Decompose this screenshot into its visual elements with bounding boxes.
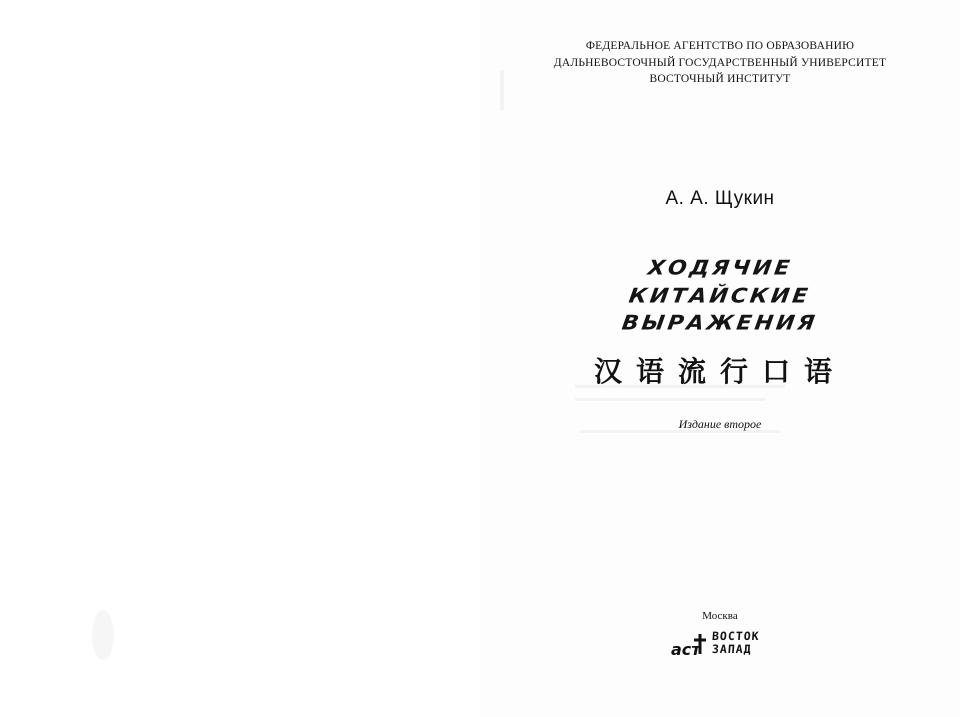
title-line-2 [480, 284, 960, 309]
bleed-through-mark [575, 398, 765, 401]
ast-publisher-logo [670, 632, 710, 660]
header-institute: ВОСТОЧНЫЙ ИНСТИТУТ [649, 73, 791, 85]
title-line-2-text: КИТАЙСКИЕ [627, 285, 813, 308]
title-line-3-text: ВЫРАЖЕНИЯ [620, 312, 820, 335]
title-line-1 [480, 256, 960, 281]
vostok-zapad-line-1: ВОСТОК [711, 629, 761, 643]
header-agency: ФЕДЕРАЛЬНОЕ АГЕНТСТВО ПО ОБРАЗОВАНИЮ [585, 40, 855, 52]
ast-logo-text: аст [671, 640, 701, 659]
title-line-3 [480, 311, 960, 336]
page-edge-shadow [92, 610, 114, 660]
vostok-zapad-logo [712, 630, 760, 656]
author-name: А. А. Щукин [665, 188, 775, 209]
publication-city: Москва [702, 610, 738, 622]
edition-label: Издание второе [678, 417, 762, 431]
chinese-title: 汉语流行口语 [593, 355, 846, 388]
title-line-1-text: ХОДЯЧИЕ [646, 257, 794, 280]
header-university: ДАЛЬНЕВОСТОЧНЫЙ ГОСУДАРСТВЕННЫЙ УНИВЕРСИТЕТ [553, 57, 887, 69]
vostok-zapad-line-2: ЗАПАД [711, 642, 753, 656]
